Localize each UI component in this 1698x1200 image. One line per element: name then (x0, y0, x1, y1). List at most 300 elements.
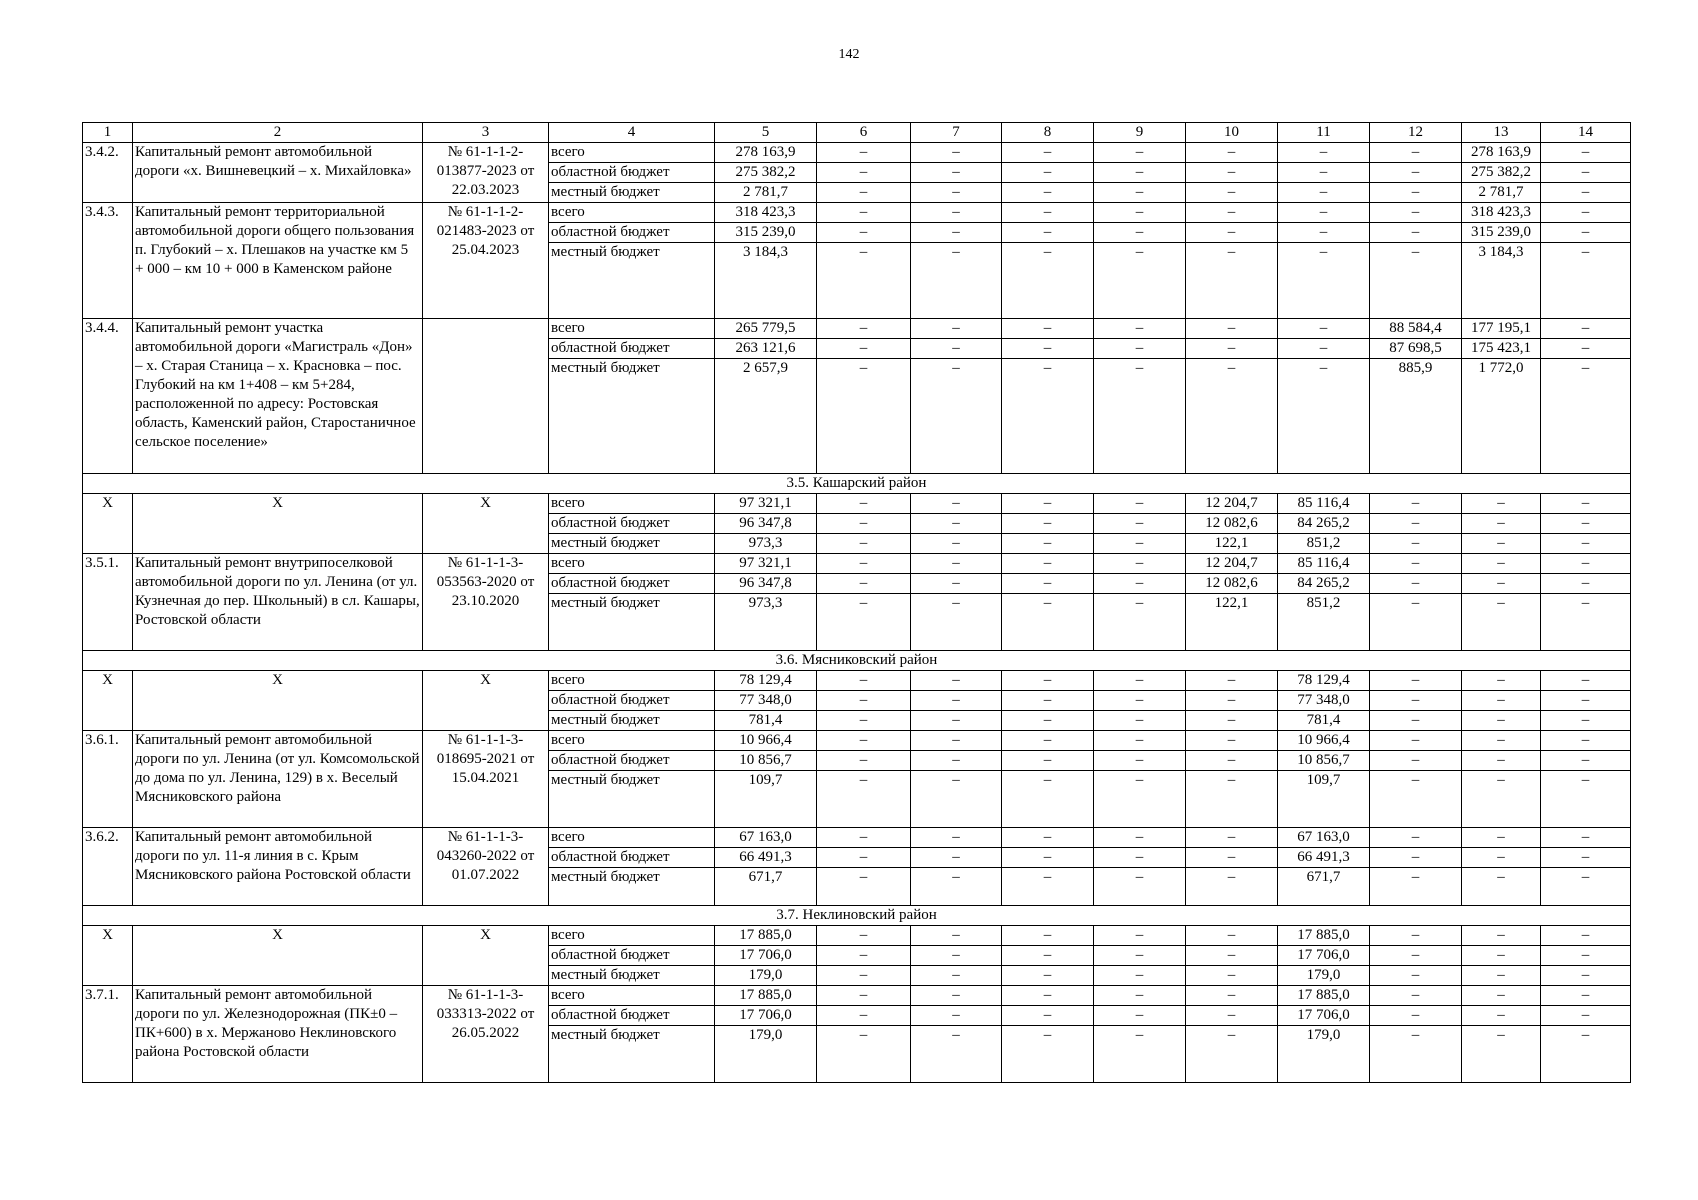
item-number: Х (83, 926, 133, 986)
funding-source: местный бюджет (549, 183, 715, 203)
page-number: 142 (838, 47, 860, 62)
empty-value: – (817, 339, 911, 359)
empty-value: – (1094, 828, 1186, 848)
section-title: 3.5. Кашарский район (83, 474, 1631, 494)
empty-value: – (911, 574, 1002, 594)
empty-value: – (911, 243, 1002, 319)
expertise-document: № 61-1-1-3-018695-2021 от 15.04.2021 (423, 731, 549, 828)
funding-source: местный бюджет (549, 771, 715, 828)
empty-value: – (817, 966, 911, 986)
empty-value: – (1002, 946, 1094, 966)
empty-value: – (1541, 243, 1631, 319)
column-number-cell: 7 (911, 123, 1002, 143)
empty-value: – (817, 163, 911, 183)
empty-value: – (817, 1006, 911, 1026)
table-body (83, 123, 1631, 1083)
empty-value: – (1002, 1026, 1094, 1083)
amount-value: 96 347,8 (715, 574, 817, 594)
empty-value: – (1094, 751, 1186, 771)
empty-value: – (1186, 163, 1278, 183)
empty-value: – (1002, 848, 1094, 868)
amount-value: 265 779,5 (715, 319, 817, 339)
empty-value: – (1002, 359, 1094, 474)
empty-value: – (1541, 751, 1631, 771)
amount-value: 17 706,0 (715, 1006, 817, 1026)
section-row (83, 651, 1631, 671)
empty-value: – (1370, 574, 1462, 594)
empty-value: – (1094, 243, 1186, 319)
empty-value: – (911, 731, 1002, 751)
funding-source: местный бюджет (549, 711, 715, 731)
table-row (83, 986, 1631, 1006)
item-name: Капитальный ремонт автомобильной дороги по ул. Ленина (от ул. Комсомольской до дома по ул. Ленина, 129) в х. Веселый Мясниковского района (133, 731, 423, 828)
empty-value: – (1462, 946, 1541, 966)
empty-value: – (817, 319, 911, 339)
empty-value: – (911, 359, 1002, 474)
amount-value: 275 382,2 (715, 163, 817, 183)
empty-value: – (911, 828, 1002, 848)
amount-value: 77 348,0 (715, 691, 817, 711)
empty-value: – (1370, 828, 1462, 848)
funding-source: областной бюджет (549, 848, 715, 868)
amount-value: 2 781,7 (1462, 183, 1541, 203)
expertise-document (423, 319, 549, 474)
empty-value: – (1462, 986, 1541, 1006)
amount-value: 671,7 (1278, 868, 1370, 906)
empty-value: – (1186, 671, 1278, 691)
empty-value: – (1094, 594, 1186, 651)
amount-value: 17 706,0 (715, 946, 817, 966)
amount-value: 12 082,6 (1186, 514, 1278, 534)
empty-value: – (1541, 848, 1631, 868)
funding-source: всего (549, 319, 715, 339)
empty-value: – (1541, 319, 1631, 339)
item-name: Х (133, 926, 423, 986)
amount-value: 973,3 (715, 594, 817, 651)
item-name: Капитальный ремонт автомобильной дороги по ул. 11-я линия в с. Крым Мясниковского района Ростовской области (133, 828, 423, 906)
column-number-cell: 11 (1278, 123, 1370, 143)
table-row (83, 671, 1631, 691)
empty-value: – (1002, 771, 1094, 828)
amount-value: 179,0 (715, 1026, 817, 1083)
amount-value: 263 121,6 (715, 339, 817, 359)
empty-value: – (1541, 966, 1631, 986)
empty-value: – (817, 514, 911, 534)
empty-value: – (911, 494, 1002, 514)
empty-value: – (1186, 711, 1278, 731)
empty-value: – (911, 594, 1002, 651)
amount-value: 77 348,0 (1278, 691, 1370, 711)
empty-value: – (1186, 203, 1278, 223)
empty-value: – (911, 868, 1002, 906)
column-number-cell: 6 (817, 123, 911, 143)
empty-value: – (911, 946, 1002, 966)
empty-value: – (1370, 868, 1462, 906)
empty-value: – (1462, 966, 1541, 986)
empty-value: – (1094, 143, 1186, 163)
empty-value: – (1186, 751, 1278, 771)
empty-value: – (1462, 731, 1541, 751)
empty-value: – (1186, 243, 1278, 319)
funding-source: всего (549, 494, 715, 514)
amount-value: 97 321,1 (715, 554, 817, 574)
empty-value: – (1002, 183, 1094, 203)
empty-value: – (817, 711, 911, 731)
empty-value: – (1370, 223, 1462, 243)
empty-value: – (1541, 1026, 1631, 1083)
empty-value: – (1002, 223, 1094, 243)
amount-value: 67 163,0 (715, 828, 817, 848)
table-row (83, 319, 1631, 339)
empty-value: – (817, 223, 911, 243)
column-number-cell: 3 (423, 123, 549, 143)
column-number-row (83, 123, 1631, 143)
amount-value: 66 491,3 (715, 848, 817, 868)
table-row (83, 828, 1631, 848)
section-row (83, 906, 1631, 926)
empty-value: – (1094, 163, 1186, 183)
empty-value: – (911, 143, 1002, 163)
empty-value: – (1370, 594, 1462, 651)
empty-value: – (1370, 751, 1462, 771)
empty-value: – (1002, 243, 1094, 319)
amount-value: 12 204,7 (1186, 554, 1278, 574)
empty-value: – (911, 711, 1002, 731)
funding-source: областной бюджет (549, 339, 715, 359)
empty-value: – (1186, 731, 1278, 751)
empty-value: – (1278, 203, 1370, 223)
column-number-cell: 10 (1186, 123, 1278, 143)
empty-value: – (1370, 946, 1462, 966)
empty-value: – (1002, 671, 1094, 691)
item-number: 3.5.1. (83, 554, 133, 651)
empty-value: – (1002, 319, 1094, 339)
empty-value: – (911, 751, 1002, 771)
empty-value: – (911, 319, 1002, 339)
empty-value: – (1541, 143, 1631, 163)
empty-value: – (1094, 926, 1186, 946)
empty-value: – (1094, 691, 1186, 711)
empty-value: – (911, 1026, 1002, 1083)
empty-value: – (1094, 671, 1186, 691)
empty-value: – (1541, 594, 1631, 651)
empty-value: – (1370, 731, 1462, 751)
empty-value: – (1186, 359, 1278, 474)
empty-value: – (1541, 203, 1631, 223)
amount-value: 78 129,4 (1278, 671, 1370, 691)
funding-source: всего (549, 926, 715, 946)
expertise-document: Х (423, 671, 549, 731)
empty-value: – (1370, 534, 1462, 554)
empty-value: – (1002, 986, 1094, 1006)
funding-source: областной бюджет (549, 574, 715, 594)
empty-value: – (1094, 966, 1186, 986)
table-row (83, 554, 1631, 574)
empty-value: – (1094, 359, 1186, 474)
amount-value: 885,9 (1370, 359, 1462, 474)
empty-value: – (1002, 691, 1094, 711)
empty-value: – (1370, 163, 1462, 183)
empty-value: – (1462, 848, 1541, 868)
empty-value: – (817, 359, 911, 474)
column-number-cell: 9 (1094, 123, 1186, 143)
empty-value: – (1094, 946, 1186, 966)
empty-value: – (1541, 986, 1631, 1006)
empty-value: – (1094, 534, 1186, 554)
empty-value: – (1002, 163, 1094, 183)
empty-value: – (1094, 203, 1186, 223)
item-name: Капитальный ремонт автомобильной дороги «х. Вишневецкий – х. Михайловка» (133, 143, 423, 203)
empty-value: – (911, 514, 1002, 534)
empty-value: – (817, 868, 911, 906)
amount-value: 97 321,1 (715, 494, 817, 514)
table-row (83, 494, 1631, 514)
empty-value: – (1462, 514, 1541, 534)
amount-value: 10 966,4 (715, 731, 817, 751)
empty-value: – (1002, 494, 1094, 514)
empty-value: – (1278, 183, 1370, 203)
amount-value: 17 885,0 (715, 926, 817, 946)
amount-value: 109,7 (715, 771, 817, 828)
empty-value: – (1094, 339, 1186, 359)
empty-value: – (1462, 594, 1541, 651)
empty-value: – (1370, 1026, 1462, 1083)
empty-value: – (817, 926, 911, 946)
empty-value: – (1094, 183, 1186, 203)
table-row (83, 203, 1631, 223)
amount-value: 275 382,2 (1462, 163, 1541, 183)
table-row (83, 143, 1631, 163)
empty-value: – (1278, 359, 1370, 474)
item-number: 3.6.2. (83, 828, 133, 906)
empty-value: – (1462, 926, 1541, 946)
funding-source: всего (549, 986, 715, 1006)
empty-value: – (1370, 243, 1462, 319)
empty-value: – (1002, 534, 1094, 554)
funding-source: областной бюджет (549, 514, 715, 534)
item-number: 3.6.1. (83, 731, 133, 828)
empty-value: – (1094, 868, 1186, 906)
empty-value: – (1002, 339, 1094, 359)
empty-value: – (1094, 223, 1186, 243)
amount-value: 315 239,0 (715, 223, 817, 243)
empty-value: – (911, 671, 1002, 691)
empty-value: – (817, 494, 911, 514)
empty-value: – (1462, 534, 1541, 554)
empty-value: – (1541, 514, 1631, 534)
amount-value: 10 856,7 (715, 751, 817, 771)
amount-value: 122,1 (1186, 594, 1278, 651)
empty-value: – (1002, 926, 1094, 946)
empty-value: – (817, 574, 911, 594)
funding-source: местный бюджет (549, 868, 715, 906)
empty-value: – (1462, 751, 1541, 771)
empty-value: – (1370, 554, 1462, 574)
funding-source: областной бюджет (549, 691, 715, 711)
empty-value: – (1094, 574, 1186, 594)
empty-value: – (1541, 828, 1631, 848)
amount-value: 2 657,9 (715, 359, 817, 474)
amount-value: 781,4 (1278, 711, 1370, 731)
empty-value: – (1370, 671, 1462, 691)
empty-value: – (1186, 848, 1278, 868)
empty-value: – (911, 223, 1002, 243)
empty-value: – (1002, 143, 1094, 163)
column-number-cell: 8 (1002, 123, 1094, 143)
table-row (83, 731, 1631, 751)
funding-source: местный бюджет (549, 359, 715, 474)
empty-value: – (1370, 183, 1462, 203)
empty-value: – (911, 771, 1002, 828)
empty-value: – (1541, 183, 1631, 203)
empty-value: – (1541, 868, 1631, 906)
funding-source: всего (549, 203, 715, 223)
empty-value: – (1462, 671, 1541, 691)
amount-value: 851,2 (1278, 534, 1370, 554)
expertise-document: № 61-1-1-2-013877-2023 от 22.03.2023 (423, 143, 549, 203)
item-name: Капитальный ремонт автомобильной дороги по ул. Железнодорожная (ПК±0 – ПК+600) в х. Мержаново Неклиновского района Ростовской области (133, 986, 423, 1083)
funding-source: всего (549, 143, 715, 163)
amount-value: 84 265,2 (1278, 574, 1370, 594)
amount-value: 278 163,9 (1462, 143, 1541, 163)
empty-value: – (911, 926, 1002, 946)
amount-value: 851,2 (1278, 594, 1370, 651)
empty-value: – (1186, 926, 1278, 946)
item-number: Х (83, 671, 133, 731)
empty-value: – (1541, 223, 1631, 243)
empty-value: – (1002, 731, 1094, 751)
funding-source: местный бюджет (549, 966, 715, 986)
empty-value: – (911, 1006, 1002, 1026)
empty-value: – (1541, 671, 1631, 691)
empty-value: – (1462, 711, 1541, 731)
empty-value: – (911, 848, 1002, 868)
amount-value: 315 239,0 (1462, 223, 1541, 243)
amount-value: 12 204,7 (1186, 494, 1278, 514)
section-title: 3.7. Неклиновский район (83, 906, 1631, 926)
item-name: Капитальный ремонт внутрипоселковой автомобильной дороги по ул. Ленина (от ул. Кузнечная до пер. Школьный) в сл. Кашары, Ростовской области (133, 554, 423, 651)
amount-value: 671,7 (715, 868, 817, 906)
funding-source: областной бюджет (549, 223, 715, 243)
section-title: 3.6. Мясниковский район (83, 651, 1631, 671)
expertise-document: № 61-1-1-2-021483-2023 от 25.04.2023 (423, 203, 549, 319)
amount-value: 10 966,4 (1278, 731, 1370, 751)
empty-value: – (1370, 771, 1462, 828)
financing-table (82, 122, 1631, 1083)
empty-value: – (1002, 828, 1094, 848)
empty-value: – (1002, 711, 1094, 731)
column-number-cell: 5 (715, 123, 817, 143)
amount-value: 17 885,0 (715, 986, 817, 1006)
empty-value: – (1186, 828, 1278, 848)
funding-source: областной бюджет (549, 751, 715, 771)
empty-value: – (1462, 868, 1541, 906)
empty-value: – (1186, 1026, 1278, 1083)
item-name: Капитальный ремонт территориальной автомобильной дороги общего пользования п. Глубокий – х. Плешаков на участке км 5 + 000 – км 10 + 000 в Каменском районе (133, 203, 423, 319)
amount-value: 175 423,1 (1462, 339, 1541, 359)
empty-value: – (1370, 494, 1462, 514)
empty-value: – (1186, 691, 1278, 711)
empty-value: – (817, 594, 911, 651)
amount-value: 3 184,3 (1462, 243, 1541, 319)
amount-value: 10 856,7 (1278, 751, 1370, 771)
column-number-cell: 12 (1370, 123, 1462, 143)
amount-value: 1 772,0 (1462, 359, 1541, 474)
empty-value: – (1462, 1026, 1541, 1083)
column-number-cell: 13 (1462, 123, 1541, 143)
amount-value: 3 184,3 (715, 243, 817, 319)
funding-source: местный бюджет (549, 243, 715, 319)
empty-value: – (1094, 731, 1186, 751)
column-number-cell: 2 (133, 123, 423, 143)
empty-value: – (1541, 946, 1631, 966)
amount-value: 78 129,4 (715, 671, 817, 691)
empty-value: – (1541, 731, 1631, 751)
empty-value: – (817, 731, 911, 751)
empty-value: – (817, 1026, 911, 1083)
empty-value: – (1462, 554, 1541, 574)
empty-value: – (1462, 828, 1541, 848)
empty-value: – (1186, 223, 1278, 243)
funding-source: всего (549, 554, 715, 574)
empty-value: – (817, 183, 911, 203)
table-row (83, 926, 1631, 946)
amount-value: 17 885,0 (1278, 926, 1370, 946)
empty-value: – (1002, 1006, 1094, 1026)
empty-value: – (1370, 986, 1462, 1006)
funding-source: областной бюджет (549, 1006, 715, 1026)
empty-value: – (1094, 771, 1186, 828)
empty-value: – (1186, 339, 1278, 359)
empty-value: – (817, 986, 911, 1006)
amount-value: 96 347,8 (715, 514, 817, 534)
amount-value: 973,3 (715, 534, 817, 554)
empty-value: – (911, 534, 1002, 554)
empty-value: – (1186, 143, 1278, 163)
amount-value: 66 491,3 (1278, 848, 1370, 868)
empty-value: – (1541, 163, 1631, 183)
empty-value: – (1002, 514, 1094, 534)
empty-value: – (1541, 494, 1631, 514)
funding-source: областной бюджет (549, 163, 715, 183)
amount-value: 88 584,4 (1370, 319, 1462, 339)
empty-value: – (1462, 1006, 1541, 1026)
empty-value: – (1541, 359, 1631, 474)
funding-source: областной бюджет (549, 946, 715, 966)
empty-value: – (1370, 1006, 1462, 1026)
empty-value: – (1002, 574, 1094, 594)
empty-value: – (1462, 494, 1541, 514)
empty-value: – (1541, 534, 1631, 554)
empty-value: – (1541, 574, 1631, 594)
item-name: Х (133, 671, 423, 731)
empty-value: – (911, 183, 1002, 203)
empty-value: – (1186, 183, 1278, 203)
item-name: Х (133, 494, 423, 554)
amount-value: 318 423,3 (1462, 203, 1541, 223)
item-number: 3.4.2. (83, 143, 133, 203)
amount-value: 781,4 (715, 711, 817, 731)
empty-value: – (1094, 1006, 1186, 1026)
amount-value: 17 706,0 (1278, 1006, 1370, 1026)
empty-value: – (1002, 203, 1094, 223)
item-name: Капитальный ремонт участка автомобильной дороги «Магистраль «Дон» – х. Старая Станица – х. Красновка – пос. Глубокий на км 1+408 – км 5+284, расположенной по адресу: Ростовская область, Каменский район, Старостаничное сельское поселение» (133, 319, 423, 474)
amount-value: 85 116,4 (1278, 554, 1370, 574)
empty-value: – (1002, 594, 1094, 651)
empty-value: – (1094, 711, 1186, 731)
expertise-document: № 61-1-1-3-043260-2022 от 01.07.2022 (423, 828, 549, 906)
empty-value: – (1186, 319, 1278, 339)
